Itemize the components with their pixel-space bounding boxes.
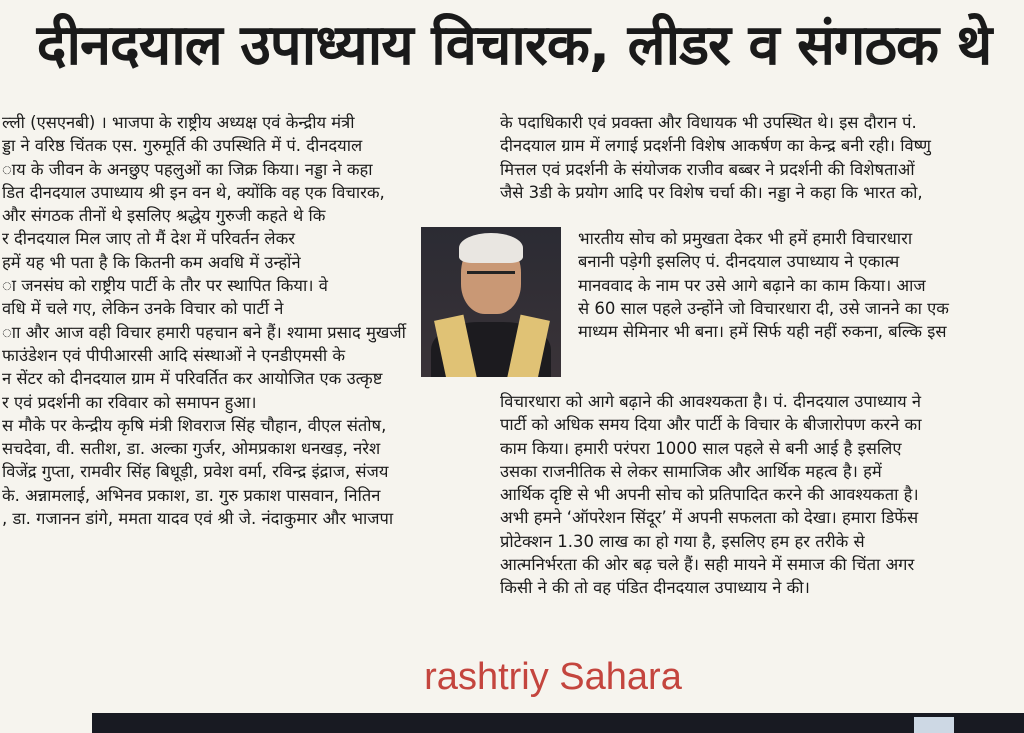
- article-line: के. अन्नामलाई, अभिनव प्रकाश, डा. गुरु प्रकाश पासवान, नितिन: [2, 485, 381, 505]
- article-line: बनानी पड़ेगी इसलिए पं. दीनदयाल उपाध्याय ने एकात्म: [578, 252, 900, 272]
- article-line: ाय के जीवन के अनछुए पहलुओं का जिक्र किया। नड्डा ने कहा: [2, 159, 373, 179]
- article-column-left: [2, 111, 480, 530]
- article-line: , डा. गजानन डांगे, ममता यादव एवं श्री जे. नंदाकुमार और भाजपा: [2, 509, 394, 529]
- article-line: के पदाधिकारी एवं प्रवक्ता और विधायक भी उपस्थित थे। इस दौरान पं.: [500, 113, 917, 132]
- article-line: फाउंडेशन एवं पीपीआरसी आदि संस्थाओं ने एनडीएमसी के: [2, 345, 346, 365]
- bottom-bar: [92, 713, 1024, 733]
- article-line: विजेंद्र गुप्ता, रामवीर सिंह बिधूड़ी, प्रवेश वर्मा, रविन्द्र इंद्राज, संजय: [2, 462, 389, 482]
- article-column-right-top: [500, 111, 1012, 204]
- article-line: सचदेवा, वी. सतीश, डा. अल्का गुर्जर, ओमप्रकाश धनखड़, नरेश: [2, 439, 381, 459]
- article-line: डित दीनदयाल उपाध्याय श्री इन वन थे, क्योंकि वह एक विचारक,: [2, 182, 385, 202]
- brand-watermark: rashtriy Sahara: [424, 656, 682, 698]
- article-line: न सेंटर को दीनदयाल ग्राम में परिवर्तित कर आयोजित एक उत्कृष्ट: [2, 369, 383, 389]
- article-line: ल्ली (एसएनबी) । भाजपा के राष्ट्रीय अध्यक्ष एवं केन्द्रीय मंत्री: [2, 113, 355, 132]
- article-line: दीनदयाल ग्राम में लगाई प्रदर्शनी विशेष आकर्षण का केन्द्र बनी रही। विष्णु: [500, 136, 931, 156]
- photo-hair: [459, 233, 523, 263]
- article-line: उसका राजनीतिक से लेकर सामाजिक और आर्थिक महत्व है। हमें: [500, 461, 882, 481]
- article-line: ड्डा ने वरिष्ठ चिंतक एस. गुरुमूर्ति की उपस्थिति में पं. दीनदयाल: [2, 136, 363, 156]
- article-line: मित्तल एवं प्रदर्शनी के संयोजक राजीव बब्बर ने प्रदर्शनी की विशेषताओं: [500, 159, 915, 179]
- portrait-photo: [421, 227, 561, 377]
- article-line: प्रोटेक्शन 1.30 लाख का हो गया है, इसलिए हम हर तरीके से: [500, 531, 865, 551]
- photo-glasses: [467, 271, 515, 282]
- article-line: जैसे 3डी के प्रयोग आदि पर विशेष चर्चा की। नड्डा ने कहा कि भारत को,: [500, 182, 923, 202]
- article-line: विचारधारा को आगे बढ़ाने की आवश्यकता है। पं. दीनदयाल उपाध्याय ने: [500, 392, 922, 411]
- bottom-bar-thumbnail: [914, 717, 954, 733]
- article-line: काम किया। हमारी परंपरा 1000 साल पहले से बनी आई है इसलिए: [500, 438, 902, 458]
- article-line: मानववाद के नाम पर उसे आगे बढ़ाने का काम किया। आज: [578, 275, 926, 295]
- article-line: पार्टी को अधिक समय दिया और पार्टी के विचार के बीजारोपण करने का: [500, 415, 922, 435]
- article-line: आत्मनिर्भरता की ओर बढ़ चले हैं। सही मायने में समाज की चिंता अगर: [500, 555, 915, 575]
- article-line: माध्यम सेमिनार भी बना। हमें सिर्फ यही नहीं रुकना, बल्कि इस: [578, 322, 947, 342]
- article-line: वधि में चले गए, लेकिन उनके विचार को पार्टी ने: [2, 299, 284, 319]
- article-line: अभी हमने ‘ऑपरेशन सिंदूर’ में अपनी सफलता को देखा। हमारा डिफेंस: [500, 508, 919, 528]
- article-column-right-bottom: [500, 390, 1012, 600]
- article-line: र एवं प्रदर्शनी का रविवार को समापन हुआ।: [2, 392, 257, 412]
- article-line: से 60 साल पहले उन्होंने जो विचारधारा दी, उसे जानने का एक: [578, 298, 949, 318]
- article-line: हमें यह भी पता है कि कितनी कम अवधि में उन्होंने: [2, 252, 301, 272]
- headline: दीनदयाल उपाध्याय विचारक, लीडर व संगठक थे: [36, 13, 992, 78]
- article-line: और संगठक तीनों थे इसलिए श्रद्धेय गुरुजी कहते थे कि: [2, 206, 326, 226]
- article-line: आर्थिक दृष्टि से भी अपनी सोच को प्रतिपादित करने की आवश्यकता है।: [500, 485, 919, 505]
- article-column-right-mid: [578, 227, 1012, 343]
- article-line: किसी ने की तो वह पंडित दीनदयाल उपाध्याय ने की।: [500, 578, 810, 598]
- article-line: ाा और आज वही विचार हमारी पहचान बने हैं। श्यामा प्रसाद मुखर्जी: [2, 322, 406, 342]
- article-line: भारतीय सोच को प्रमुखता देकर भी हमें हमारी विचारधारा: [578, 229, 913, 248]
- article-line: स मौके पर केन्द्रीय कृषि मंत्री शिवराज सिंह चौहान, वीएल संतोष,: [2, 415, 387, 435]
- article-line: र दीनदयाल मिल जाए तो मैं देश में परिवर्तन लेकर: [2, 229, 296, 249]
- article-line: ा जनसंघ को राष्ट्रीय पार्टी के तौर पर स्थापित किया। वे: [2, 276, 328, 296]
